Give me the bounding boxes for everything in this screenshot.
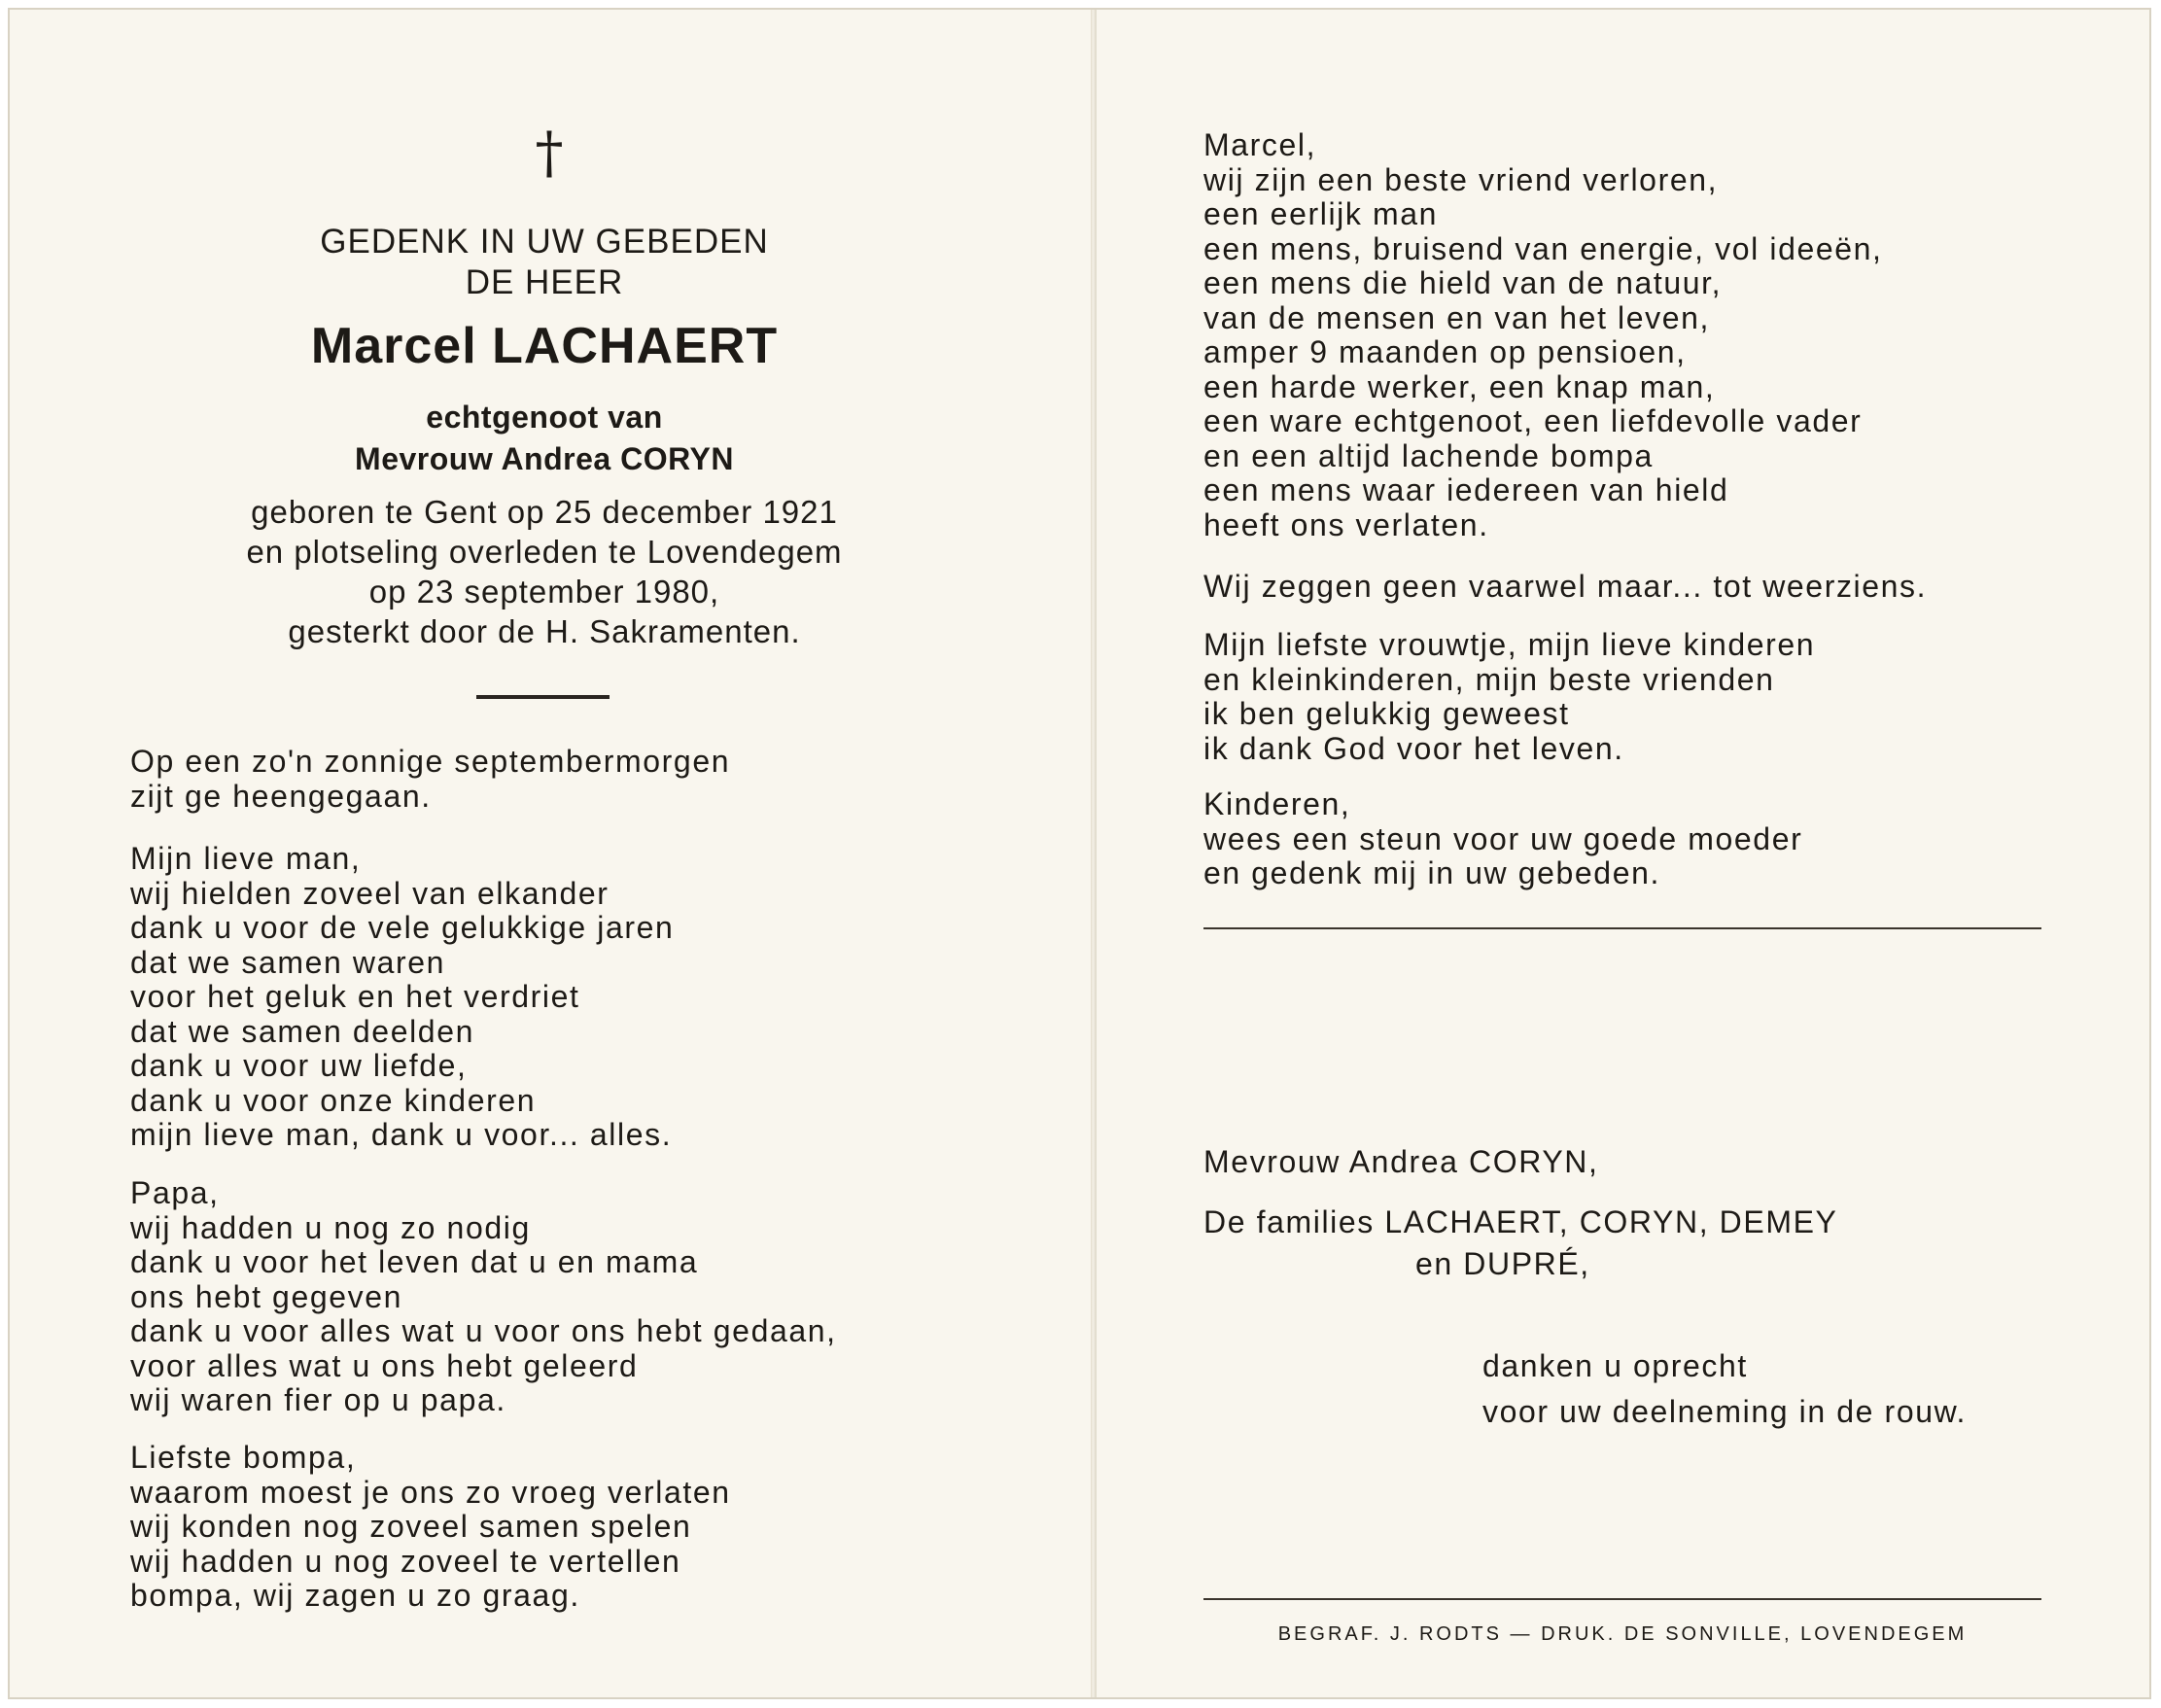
- right-page: [1098, 10, 2151, 1697]
- right-stanza-1: [1203, 128, 1883, 542]
- verse-line: wij hadden u nog zo nodig: [130, 1209, 531, 1245]
- verse-line: bompa, wij zagen u zo graag.: [130, 1578, 580, 1613]
- verse-line: dank u voor uw liefde,: [130, 1048, 468, 1083]
- verse-line: en gedenk mij in uw gebeden.: [1203, 855, 1660, 890]
- verse-line: wij konden nog zoveel samen spelen: [130, 1509, 692, 1544]
- bio-line: en plotseling overleden te Lovendegem: [246, 534, 843, 570]
- right-stanza-4: [1203, 787, 1802, 891]
- thanks-line-2: voor uw deelneming in de rouw.: [1482, 1394, 1968, 1429]
- verse-line: van de mensen en van het leven,: [1203, 299, 1711, 335]
- verse-line: Mijn lieve man,: [130, 841, 362, 876]
- header: [87, 222, 1001, 303]
- verse-line: Mijn liefste vrouwtje, mijn lieve kinderen: [1203, 627, 1816, 662]
- divider: [476, 695, 610, 699]
- verse-line: mijn lieve man, dank u voor... alles.: [130, 1117, 673, 1152]
- verse-line: Papa,: [130, 1175, 220, 1210]
- bio-line: op 23 september 1980,: [368, 574, 720, 610]
- verse-line: dank u voor de vele gelukkige jaren: [130, 910, 675, 945]
- bio-line: gesterkt door de H. Sakramenten.: [288, 613, 801, 649]
- verse-line: Wij zeggen geen vaarwel maar... tot weerziens.: [1203, 569, 1928, 604]
- left-stanza-3: [130, 1176, 837, 1418]
- verse-line: een eerlijk man: [1203, 196, 1438, 231]
- left-page: [10, 10, 1089, 1697]
- verse-line: een mens die hield van de natuur,: [1203, 265, 1723, 300]
- divider: [1203, 927, 2041, 929]
- verse-line: een harde werker, een knap man,: [1203, 368, 1716, 404]
- thanks-name: Mevrouw Andrea CORYN,: [1203, 1144, 1599, 1179]
- verse-line: amper 9 maanden op pensioen,: [1203, 334, 1687, 369]
- verse-line: Op een zo'n zonnige septembermorgen: [130, 744, 731, 779]
- verse-line: wij waren fier op u papa.: [130, 1382, 506, 1417]
- verse-line: voor alles wat u ons hebt geleerd: [130, 1347, 639, 1383]
- verse-line: Kinderen,: [1203, 786, 1351, 821]
- verse-line: wij hadden u nog zoveel te vertellen: [130, 1543, 681, 1579]
- right-stanza-3: [1203, 628, 1815, 766]
- thanks-line-1: danken u oprecht: [1482, 1348, 1748, 1383]
- verse-line: waarom moest je ons zo vroeg verlaten: [130, 1474, 731, 1510]
- verse-line: en een altijd lachende bompa: [1203, 437, 1654, 473]
- printer-footer: BEGRAF. J. RODTS — DRUK. DE SONVILLE, LOVENDEGEM: [1277, 1623, 1968, 1645]
- verse-line: heeft ons verlaten.: [1203, 506, 1489, 542]
- verse-line: dat we samen waren: [130, 944, 446, 980]
- left-stanza-1: [130, 745, 730, 814]
- bio-line: geboren te Gent op 25 december 1921: [251, 494, 838, 530]
- verse-line: ik ben gelukkig geweest: [1203, 696, 1570, 731]
- verse-line: wij zijn een beste vriend verloren,: [1203, 161, 1719, 197]
- spouse-block: [87, 397, 1001, 480]
- verse-line: dank u voor het leven dat u en mama: [130, 1244, 699, 1279]
- memorial-card: [8, 8, 2151, 1699]
- verse-line: Marcel,: [1203, 127, 1317, 162]
- verse-line: ik dank God voor het leven.: [1203, 730, 1624, 766]
- header-line-1: GEDENK IN UW GEBEDEN: [320, 223, 769, 261]
- verse-line: voor het geluk en het verdriet: [130, 979, 580, 1014]
- verse-line: een mens waar iedereen van hield: [1203, 472, 1729, 507]
- spouse-line-1: echtgenoot van: [426, 400, 663, 435]
- verse-line: zijt ge heengegaan.: [130, 778, 432, 814]
- footer-divider: [1203, 1598, 2041, 1600]
- left-stanza-2: [130, 842, 674, 1153]
- right-stanza-2: [1203, 570, 1927, 605]
- families-line-1: De families LACHAERT, CORYN, DEMEY: [1203, 1204, 1838, 1239]
- verse-line: wees een steun voor uw goede moeder: [1203, 820, 1803, 856]
- header-line-2: DE HEER: [465, 263, 624, 301]
- verse-line: dank u voor alles wat u voor ons hebt gedaan,: [130, 1313, 837, 1348]
- card-fold: [1091, 10, 1097, 1697]
- verse-line: dat we samen deelden: [130, 1013, 474, 1049]
- left-stanza-4: [130, 1441, 731, 1614]
- verse-line: wij hielden zoveel van elkander: [130, 875, 610, 911]
- bio-block: [87, 492, 1001, 651]
- families-line-2: en DUPRÉ,: [1415, 1246, 1590, 1281]
- verse-line: Liefste bompa,: [130, 1440, 357, 1475]
- verse-line: dank u voor onze kinderen: [130, 1082, 537, 1118]
- cross-icon: †: [535, 120, 564, 186]
- verse-line: ons hebt gegeven: [130, 1278, 403, 1314]
- deceased-name: Marcel LACHAERT: [310, 318, 779, 374]
- verse-line: een mens, bruisend van energie, vol ideeën,: [1203, 230, 1883, 266]
- spouse-line-2: Mevrouw Andrea CORYN: [355, 441, 734, 476]
- verse-line: een ware echtgenoot, een liefdevolle vader: [1203, 403, 1863, 438]
- verse-line: en kleinkinderen, mijn beste vrienden: [1203, 661, 1775, 697]
